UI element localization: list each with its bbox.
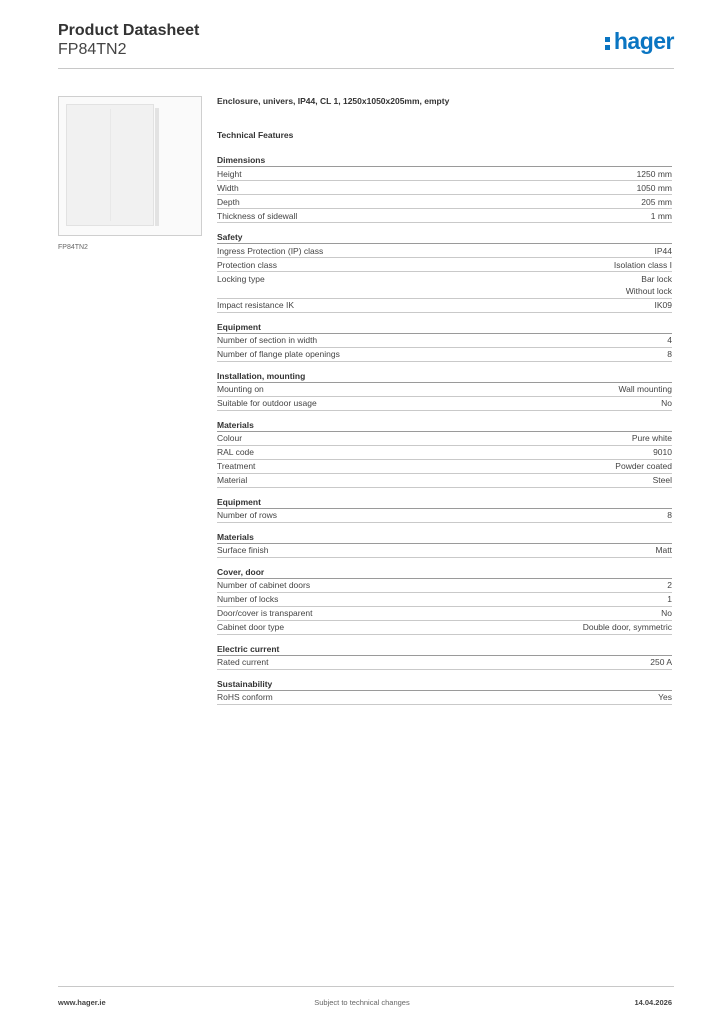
feature-value — [655, 544, 672, 557]
feature-value-line: No — [661, 398, 672, 408]
feature-row — [217, 334, 672, 348]
feature-section — [217, 679, 672, 705]
feature-label: Thickness of sidewall — [217, 210, 298, 221]
feature-value-line: Matt — [655, 545, 672, 555]
door-split-line — [110, 109, 111, 221]
page-header — [58, 22, 674, 70]
feature-row — [217, 593, 672, 607]
feature-row — [217, 397, 672, 411]
feature-section — [217, 532, 672, 558]
feature-label: Cabinet door type — [217, 622, 285, 632]
feature-row — [217, 691, 672, 705]
feature-value-line: 205 mm — [641, 196, 672, 207]
image-caption: FP84TN2 — [58, 244, 88, 251]
technical-features-heading: Technical Features — [217, 130, 294, 140]
feature-value — [583, 621, 672, 634]
footer-divider — [58, 986, 674, 987]
feature-label: Material — [217, 475, 248, 485]
feature-row — [217, 509, 672, 523]
feature-value-line: 9010 — [653, 447, 672, 457]
feature-row — [217, 656, 672, 670]
feature-value-line: No — [661, 608, 672, 618]
feature-value — [661, 607, 672, 620]
feature-label: Number of rows — [217, 510, 277, 520]
feature-value — [615, 460, 672, 473]
feature-value-line: Steel — [652, 475, 672, 485]
section-title: Materials — [217, 420, 672, 432]
feature-value — [650, 656, 672, 669]
feature-value-line: 2 — [667, 580, 672, 590]
section-title: Installation, mounting — [217, 371, 672, 383]
feature-row — [217, 272, 672, 299]
feature-value — [655, 299, 673, 312]
feature-row — [217, 432, 672, 446]
feature-label: Depth — [217, 196, 240, 207]
section-title: Materials — [217, 532, 672, 544]
section-title: Safety — [217, 232, 672, 244]
section-title: Sustainability — [217, 679, 672, 691]
feature-value — [667, 593, 672, 606]
feature-row — [217, 195, 672, 209]
feature-value — [667, 334, 672, 347]
feature-value-line: Powder coated — [615, 461, 672, 471]
product-image — [58, 96, 202, 236]
feature-label: Treatment — [217, 461, 256, 471]
feature-row — [217, 446, 672, 460]
feature-value-line: Bar lock — [641, 273, 672, 284]
feature-value-line: 250 A — [650, 657, 672, 667]
header-divider — [58, 68, 674, 69]
feature-label: RoHS conform — [217, 692, 273, 702]
feature-value — [655, 245, 673, 258]
footer-website: www.hager.ie — [58, 998, 106, 1007]
feature-label: Rated current — [217, 657, 269, 667]
feature-label: Protection class — [217, 259, 277, 270]
feature-value-line: IP44 — [654, 245, 672, 256]
section-title: Electric current — [217, 644, 672, 656]
feature-row — [217, 460, 672, 474]
feature-value-line: Wall mounting — [618, 384, 672, 394]
product-description: Enclosure, univers, IP44, CL 1, 1250x1050x205mm, empty — [217, 96, 450, 106]
section-title: Equipment — [217, 322, 672, 334]
feature-label: Number of section in width — [217, 335, 318, 345]
feature-row — [217, 474, 672, 488]
feature-row — [217, 607, 672, 621]
footer-note: Subject to technical changes — [314, 998, 410, 1007]
hager-logo — [605, 29, 674, 53]
feature-value-line: Isolation class I — [613, 259, 672, 270]
feature-row — [217, 621, 672, 635]
feature-label: Surface finish — [217, 545, 269, 555]
feature-sections — [217, 155, 672, 705]
feature-value-line: Yes — [658, 692, 672, 702]
section-title: Cover, door — [217, 567, 672, 579]
feature-value — [653, 446, 672, 459]
feature-value — [651, 210, 672, 223]
feature-label: Number of cabinet doors — [217, 580, 311, 590]
feature-value-line: IK09 — [654, 300, 672, 310]
feature-value-line: 1050 mm — [636, 182, 672, 193]
feature-section — [217, 322, 672, 362]
feature-row — [217, 209, 672, 223]
feature-value — [614, 259, 672, 272]
feature-row — [217, 348, 672, 362]
feature-value — [641, 196, 672, 209]
feature-value — [667, 509, 672, 522]
feature-value-line: 8 — [667, 349, 672, 359]
cabinet-illustration — [66, 104, 154, 226]
feature-value-line: 8 — [667, 510, 672, 520]
feature-value — [626, 273, 672, 298]
feature-row — [217, 244, 672, 258]
feature-section — [217, 644, 672, 670]
product-code: FP84TN2 — [58, 41, 127, 58]
feature-label: Width — [217, 182, 239, 193]
feature-section — [217, 567, 672, 635]
feature-value — [653, 474, 672, 487]
page-title: Product Datasheet — [58, 22, 200, 39]
feature-value-line: 1 mm — [650, 210, 672, 221]
feature-section — [217, 371, 672, 411]
feature-section — [217, 232, 672, 313]
feature-value-line: Double door, symmetric — [582, 622, 672, 632]
feature-value-line: Pure white — [631, 433, 672, 443]
feature-label: Door/cover is transparent — [217, 608, 313, 618]
section-title: Equipment — [217, 497, 672, 509]
cabinet-side — [155, 108, 159, 226]
feature-value — [667, 348, 672, 361]
feature-value — [667, 579, 672, 592]
logo-text: hager — [613, 28, 674, 54]
feature-value — [658, 691, 672, 704]
feature-value — [637, 168, 672, 181]
feature-label: Ingress Protection (IP) class — [217, 245, 324, 256]
feature-row — [217, 579, 672, 593]
feature-value — [632, 432, 672, 445]
feature-row — [217, 299, 672, 313]
feature-label: RAL code — [217, 447, 255, 457]
feature-label: Impact resistance IK — [217, 300, 295, 310]
feature-value-line: Without lock — [625, 286, 672, 296]
feature-label: Colour — [217, 433, 243, 443]
feature-section — [217, 155, 672, 223]
feature-label: Mounting on — [217, 384, 264, 394]
section-title: Dimensions — [217, 155, 672, 167]
feature-row — [217, 544, 672, 558]
feature-row — [217, 258, 672, 272]
datasheet-content — [217, 96, 672, 714]
feature-value — [618, 383, 672, 396]
feature-label: Number of flange plate openings — [217, 349, 340, 359]
feature-value — [637, 182, 672, 195]
feature-value — [661, 397, 672, 410]
feature-label: Suitable for outdoor usage — [217, 398, 317, 408]
feature-label: Locking type — [217, 273, 265, 284]
feature-value-line: 4 — [667, 335, 672, 345]
feature-label: Number of locks — [217, 594, 279, 604]
feature-row — [217, 181, 672, 195]
feature-row — [217, 383, 672, 397]
feature-row — [217, 167, 672, 181]
footer-date: 14.04.2026 — [634, 998, 672, 1007]
feature-value-line: 1 — [667, 594, 672, 604]
feature-value-line: 1250 mm — [636, 168, 672, 179]
feature-section — [217, 497, 672, 523]
feature-label: Height — [217, 168, 242, 179]
logo-dots-icon — [605, 34, 611, 50]
feature-section — [217, 420, 672, 488]
